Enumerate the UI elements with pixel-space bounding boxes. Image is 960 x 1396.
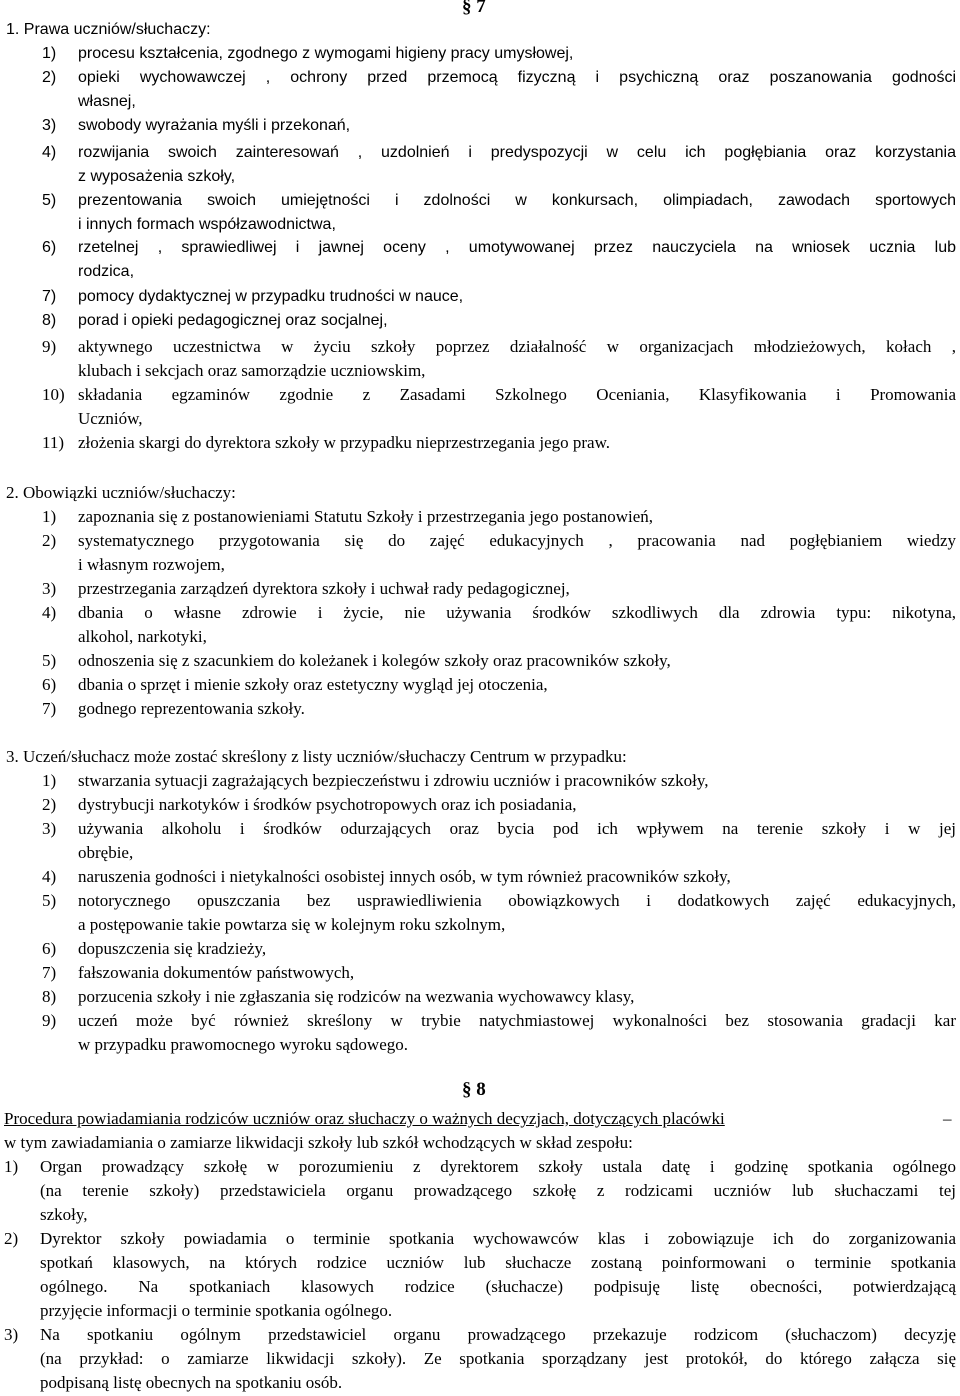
list-item-continuation: spotkań klasowych, na których rodzice uczniów lub słuchacze zostaną poinformowani o terminie spotkania [40, 1253, 956, 1272]
list-item: 2) dystrybucji narkotyków i środków psychotropowych oraz ich posiadania, [42, 795, 577, 814]
list-item-continuation: przyjęcie informacji o terminie spotkania ogólnego. [40, 1301, 393, 1320]
section-8-heading: § 8 [462, 1079, 486, 1100]
list-item: 6) dopuszczenia się kradzieży, [42, 939, 267, 958]
list-item-continuation: (na terenie szkoły) przedstawiciela organu prowadzącego szkołę z rodzicami uczniów lub słuchaczami tej [40, 1181, 956, 1200]
list-item: 3) używania alkoholu i środków odurzających oraz bycia pod ich wpływem na terenie szkoły i w jej [42, 819, 956, 838]
list-item: 1) stwarzania sytuacji zagrażających bezpieczeństwu i zdrowiu uczniów i pracowników szkoły, [42, 771, 709, 790]
list-item: 8) porad i opieki pedagogicznej oraz socjalnej, [42, 312, 388, 329]
list-item-continuation: a postępowanie takie powtarza się w kolejnym roku szkolnym, [78, 915, 506, 934]
list-item: 3) przestrzegania zarządzeń dyrektora szkoły i uchwał rady pedagogicznej, [42, 579, 570, 598]
list-item-continuation: własnej, [78, 93, 136, 110]
list-item: 2) opieki wychowawczej , ochrony przed przemocą fizyczną i psychiczną oraz poszanowania godności [42, 69, 956, 86]
list-item: 5) notorycznego opuszczania bez usprawiedliwienia obowiązkowych i dodatkowych zajęć edukacyjnych, [42, 891, 956, 910]
list-item: 5) prezentowania swoich umiejętności i zdolności w konkursach, olimpiadach, zawodach sportowych [42, 192, 956, 209]
list-item-continuation: Uczniów, [78, 409, 143, 428]
list-item-continuation: klubach i sekcjach oraz samorządzie uczniowskim, [78, 361, 426, 380]
duties-title-line [0, 481, 960, 505]
list-item: 11) złożenia skargi do dyrektora szkoły w przypadku nieprzestrzegania jego praw. [42, 433, 610, 452]
list-item: 5) odnoszenia się z szacunkiem do koleżanek i kolegów szkoły oraz pracowników szkoły, [42, 651, 671, 670]
section8-intro-dash: – [943, 1109, 952, 1128]
list-item: 4) rozwijania swoich zainteresowań , uzdolnień i predyspozycji w celu ich pogłębiania oraz korzystania [42, 144, 956, 161]
section8-intro-line [0, 1107, 960, 1131]
list-item-continuation: szkoły, [40, 1205, 88, 1224]
list-item-continuation: w przypadku prawomocnego wyroku sądowego. [78, 1035, 408, 1054]
list-item: 1) zapoznania się z postanowieniami Statutu Szkoły i przestrzegania jego postanowień, [42, 507, 653, 526]
list-item: 7) pomocy dydaktycznej w przypadku trudności w nauce, [42, 288, 464, 305]
list-item-continuation: i własnym rozwojem, [78, 555, 225, 574]
list-item: 10) składania egzaminów zgodnie z Zasadami Szkolnego Oceniania, Klasyfikowania i Promowania [42, 385, 956, 404]
list-item: 9) uczeń może być również skreślony w trybie natychmiastowej wykonalności bez stosowania gradacji kar [42, 1011, 956, 1030]
list-item-continuation: i innych formach współzawodnictwa, [78, 216, 336, 233]
list-item: 6) dbania o sprzęt i mienie szkoły oraz estetyczny wygląd jej otoczenia, [42, 675, 548, 694]
removal-title: 3. Uczeń/słuchacz może zostać skreślony z listy uczniów/słuchaczy Centrum w przypadku: [6, 747, 627, 766]
list-item: 7) fałszowania dokumentów państwowych, [42, 963, 355, 982]
list-item: 1) procesu kształcenia, zgodnego z wymogami higieny pracy umysłowej, [42, 45, 574, 62]
list-item: 1) Organ prowadzący szkołę w porozumieniu z dyrektorem szkoły ustala datę i godzinę spotkania ogólnego [4, 1157, 956, 1176]
list-item: 2) systematycznego przygotowania się do zajęć edukacyjnych , pracowania nad pogłębianiem wiedzy [42, 531, 956, 550]
list-item-continuation: podpisaną listę obecnych na spotkaniu osób. [40, 1373, 343, 1392]
duties-title: 2. Obowiązki uczniów/słuchaczy: [6, 483, 236, 502]
list-item: 9) aktywnego uczestnictwa w życiu szkoły poprzez działalność w organizacjach młodzieżowych, kołach , [42, 337, 956, 356]
list-item: 8) porzucenia szkoły i nie zgłaszania się rodziców na wezwania wychowawcy klasy, [42, 987, 635, 1006]
list-item-continuation: alkohol, narkotyki, [78, 627, 207, 646]
rights-title-line [0, 18, 960, 42]
rights-title: 1. Prawa uczniów/słuchaczy: [6, 21, 211, 38]
section8-intro-underlined: Procedura powiadamiania rodziców uczniów oraz słuchaczy o ważnych decyzjach, dotyczących placówki [4, 1109, 725, 1128]
section-7-heading: § 7 [462, 0, 486, 17]
list-item: 6) rzetelnej , sprawiedliwej i jawnej oceny , umotywowanej przez nauczyciela na wniosek ucznia lub [42, 239, 956, 256]
list-item-continuation: rodzica, [78, 263, 135, 280]
list-item: 4) naruszenia godności i nietykalności osobistej innych osób, w tym również pracowników szkoły, [42, 867, 731, 886]
list-item-continuation: (na przykład: o zamiarze likwidacji szkoły). Ze spotkania sporządzany jest protokół, do którego załącza się [40, 1349, 956, 1368]
list-item: 4) dbania o własne zdrowie i życie, nie używania środków szkodliwych dla zdrowia typu: nikotyna, [42, 603, 956, 622]
removal-title-line [0, 745, 960, 769]
list-item-continuation: ogólnego. Na spotkaniach klasowych rodzice (słuchacze) podpisuję listę obecności, potwierdzającą [40, 1277, 956, 1296]
list-item: 3) swobody wyrażania myśli i przekonań, [42, 117, 351, 134]
list-item: 7) godnego reprezentowania szkoły. [42, 699, 305, 718]
list-item: 2) Dyrektor szkoły powiadamia o terminie spotkania wychowawców klas i zobowiązuje ich do zorganizowania [4, 1229, 956, 1248]
list-item-continuation: z wyposażenia szkoły, [78, 168, 236, 185]
section8-intro-line2: w tym zawiadamiania o zamiarze likwidacji szkoły lub szkół wchodzących w skład zespołu: [4, 1133, 633, 1152]
list-item: 3) Na spotkaniu ogólnym przedstawiciel organu prowadzącego przekazuje rodzicom (słuchaczom) decyzję [4, 1325, 956, 1344]
list-item-continuation: obrębie, [78, 843, 134, 862]
